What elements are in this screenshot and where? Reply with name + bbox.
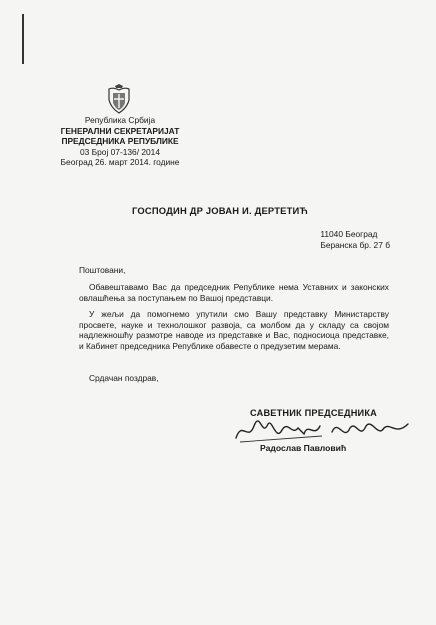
closing: Срдачан поздрав,: [89, 373, 159, 383]
margin-mark: [22, 14, 24, 64]
header-country: Република Србија: [84, 115, 156, 125]
header-date: Београд 26. март 2014. године: [60, 157, 180, 167]
body-paragraph-1: Обавештавамо Вас да председник Републике нема Уставних и законских овлашћења за поступањем по Вашој представци.: [79, 282, 389, 303]
signature-title: САВЕТНИК ПРЕДСЕДНИКА: [250, 408, 378, 418]
header-reference-number: 03 Број 07-136/ 2014: [79, 146, 160, 157]
addressee-address: [320, 229, 390, 251]
serbian-coat-of-arms-icon: [107, 84, 131, 114]
address-city: 11040 Београд: [320, 229, 378, 239]
header-institution: ГЕНЕРАЛНИ СЕКРЕТАРИЈАТ: [60, 125, 180, 136]
header-office: ПРЕДСЕДНИКА РЕПУБЛИКЕ: [61, 136, 179, 146]
sender-header: [40, 115, 200, 168]
body-paragraph-2: У жељи да помогнемо упутили смо Вашу представку Министарству просвете, науке и технолошког развоја, са молбом да у складу са својом надлежношћу размотре наводе из представке и Вас, подносиоца представке, и Кабинет председника Републике обавесте о предузетим мерама.: [79, 309, 389, 351]
greeting: Поштовани,: [79, 265, 126, 275]
addressee-name: ГОСПОДИН ДР ЈОВАН И. ДЕРТЕТИЋ: [132, 205, 308, 216]
signature-name: Радослав Павловић: [260, 443, 347, 453]
address-street: Беранска бр. 27 б: [320, 240, 390, 250]
